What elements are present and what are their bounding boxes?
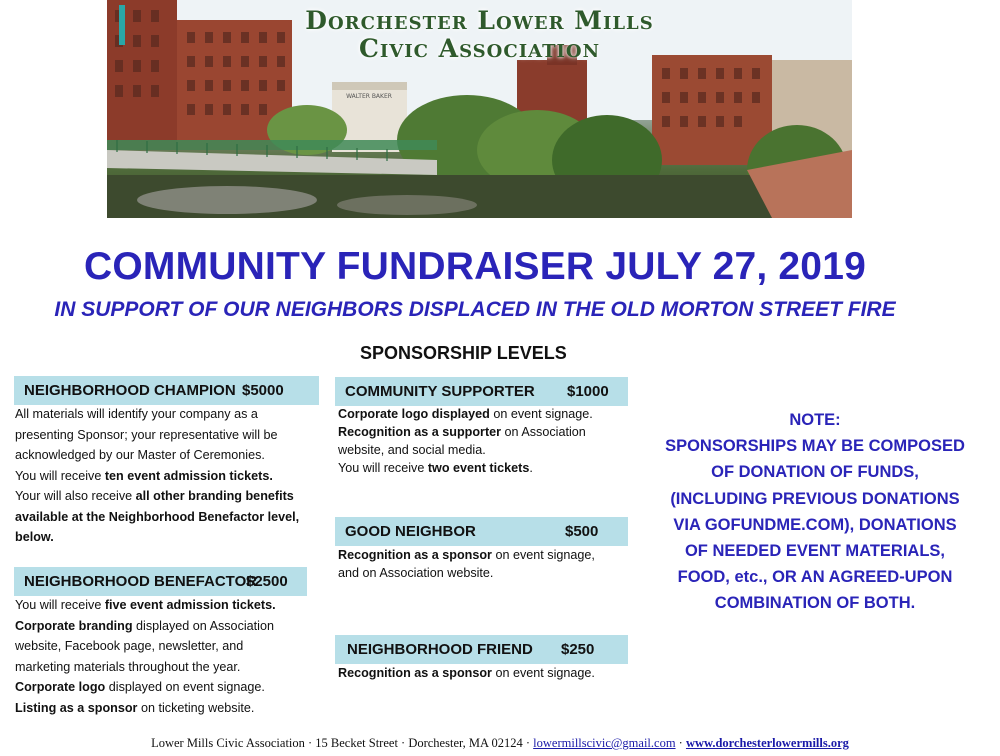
tier-price: $500	[565, 523, 599, 540]
tier-body-line	[15, 636, 325, 657]
tier-body-text: You will receive	[338, 461, 428, 475]
tier-price: $250	[561, 641, 595, 658]
tier-body-line	[338, 441, 628, 459]
tier-body-line	[15, 404, 325, 425]
tier-body-text: acknowledged by our Master of Ceremonies.	[15, 448, 265, 462]
tier-body-text: Your will also receive	[15, 489, 136, 503]
tier-body-text: and on Association website.	[338, 566, 494, 580]
tier-body-text: website, and social media.	[338, 443, 486, 457]
note-line: FOOD, etc., OR AN AGREED-UPON	[677, 568, 953, 587]
tier-header-friend	[335, 635, 628, 664]
tier-body-line	[15, 445, 325, 466]
note-line: OF NEEDED EVENT MATERIALS,	[684, 542, 946, 561]
tier-name: NEIGHBORHOOD CHAMPION	[24, 382, 236, 399]
tier-body-line	[338, 546, 628, 564]
tier-body-emphasis: Corporate logo	[15, 680, 106, 694]
tier-header-good-neighbor	[335, 517, 628, 546]
tier-body-emphasis: available at the Neighborhood Benefactor level,	[15, 509, 300, 524]
tier-body-line	[15, 527, 325, 548]
tier-body-line	[338, 423, 628, 441]
tier-body-line	[338, 664, 628, 682]
tier-body-line	[15, 677, 325, 698]
tier-body-text: website, Facebook page, newsletter, and	[15, 639, 244, 653]
tier-body-text: on ticketing website.	[137, 700, 255, 715]
note-line: OF DONATION OF FUNDS,	[711, 463, 919, 482]
footer-separator: ·	[675, 736, 686, 750]
tier-body-line	[15, 466, 325, 487]
tier-body-emphasis: Listing as a sponsor	[15, 700, 138, 715]
tier-body-emphasis: below.	[15, 530, 54, 544]
tier-body-text: .	[529, 461, 533, 475]
tier-price: $5000	[242, 382, 284, 399]
banner-title-line1: Dorchester Lower Mills	[305, 6, 654, 35]
tier-body-benefactor	[15, 595, 325, 718]
banner-title-line2: Civic Association	[358, 34, 601, 63]
banner-photo	[107, 0, 852, 218]
tier-body-line	[338, 459, 628, 477]
tier-body-text: on Association	[501, 425, 586, 439]
tier-name: NEIGHBORHOOD FRIEND	[347, 641, 533, 658]
tier-price: $1000	[567, 383, 609, 400]
tier-body-line	[338, 405, 628, 423]
tier-body-text: displayed on Association	[132, 618, 274, 633]
tier-body-text: on event signage,	[491, 548, 595, 562]
tier-body-supporter	[338, 405, 628, 477]
tier-body-text: on event signage.	[491, 666, 595, 680]
building-sign-text: WALTER BAKER	[346, 93, 392, 100]
footer	[0, 736, 1000, 751]
tier-body-line	[15, 486, 325, 507]
page-subheadline: IN SUPPORT OF OUR NEIGHBORS DISPLACED IN THE OLD MORTON STREET FIRE	[54, 298, 896, 321]
tier-body-emphasis: Recognition as a sponsor	[338, 666, 492, 680]
tier-price: $2500	[246, 573, 288, 590]
tier-body-line	[15, 657, 325, 678]
tier-body-good-neighbor	[338, 546, 628, 582]
tier-body-line	[15, 616, 325, 637]
footer-website-link[interactable]: www.dorchesterlowermills.org	[685, 736, 849, 750]
tier-body-line	[15, 698, 325, 719]
tier-header-champion	[14, 376, 319, 405]
tier-name: GOOD NEIGHBOR	[345, 523, 476, 540]
tier-body-text: All materials will identify your company as a	[15, 407, 258, 421]
tier-body-emphasis: Corporate logo displayed	[338, 407, 490, 421]
tier-body-emphasis: two event tickets	[427, 461, 530, 475]
note-line: VIA GOFUNDME.COM), DONATIONS	[673, 515, 957, 534]
tier-body-friend	[338, 664, 628, 682]
sponsorship-note	[650, 407, 980, 617]
footer-email-link[interactable]: lowermillscivic@gmail.com	[533, 736, 676, 750]
tier-name: COMMUNITY SUPPORTER	[345, 383, 535, 400]
page-headline: COMMUNITY FUNDRAISER JULY 27, 2019	[84, 245, 866, 288]
tier-body-line	[15, 507, 325, 528]
note-line: (INCLUDING PREVIOUS DONATIONS	[670, 489, 960, 508]
note-heading: NOTE:	[789, 411, 841, 429]
tier-name: NEIGHBORHOOD BENEFACTOR	[24, 573, 258, 590]
note-line: SPONSORSHIPS MAY BE COMPOSED	[665, 437, 965, 456]
tier-body-text: You will receive	[15, 598, 105, 612]
tier-body-line	[338, 564, 628, 582]
tier-body-text: marketing materials throughout the year.	[15, 659, 241, 674]
tier-body-text: on event signage.	[489, 407, 593, 421]
tier-body-text: presenting Sponsor; your representative will be	[15, 427, 278, 442]
tier-body-emphasis: Recognition as a sponsor	[338, 548, 492, 562]
sponsorship-levels-title: SPONSORSHIP LEVELS	[360, 343, 567, 363]
tier-header-supporter	[335, 377, 628, 406]
tier-body-emphasis: Corporate branding	[15, 618, 133, 633]
note-line: COMBINATION OF BOTH.	[714, 594, 916, 613]
tier-body-emphasis: ten event admission tickets.	[104, 468, 273, 483]
tier-body-line	[15, 425, 325, 446]
tier-body-line	[15, 595, 325, 616]
footer-address: Lower Mills Civic Association · 15 Becket Street · Dorchester, MA 02124 ·	[151, 736, 534, 750]
tier-body-emphasis: all other branding benefits	[135, 489, 294, 503]
tier-body-text: displayed on event signage.	[105, 680, 265, 694]
tier-body-emphasis: Recognition as a supporter	[338, 425, 502, 439]
tier-body-text: You will receive	[15, 468, 105, 483]
tier-header-benefactor	[14, 567, 307, 596]
tier-body-emphasis: five event admission tickets.	[104, 598, 276, 612]
tier-body-champion	[15, 404, 325, 548]
